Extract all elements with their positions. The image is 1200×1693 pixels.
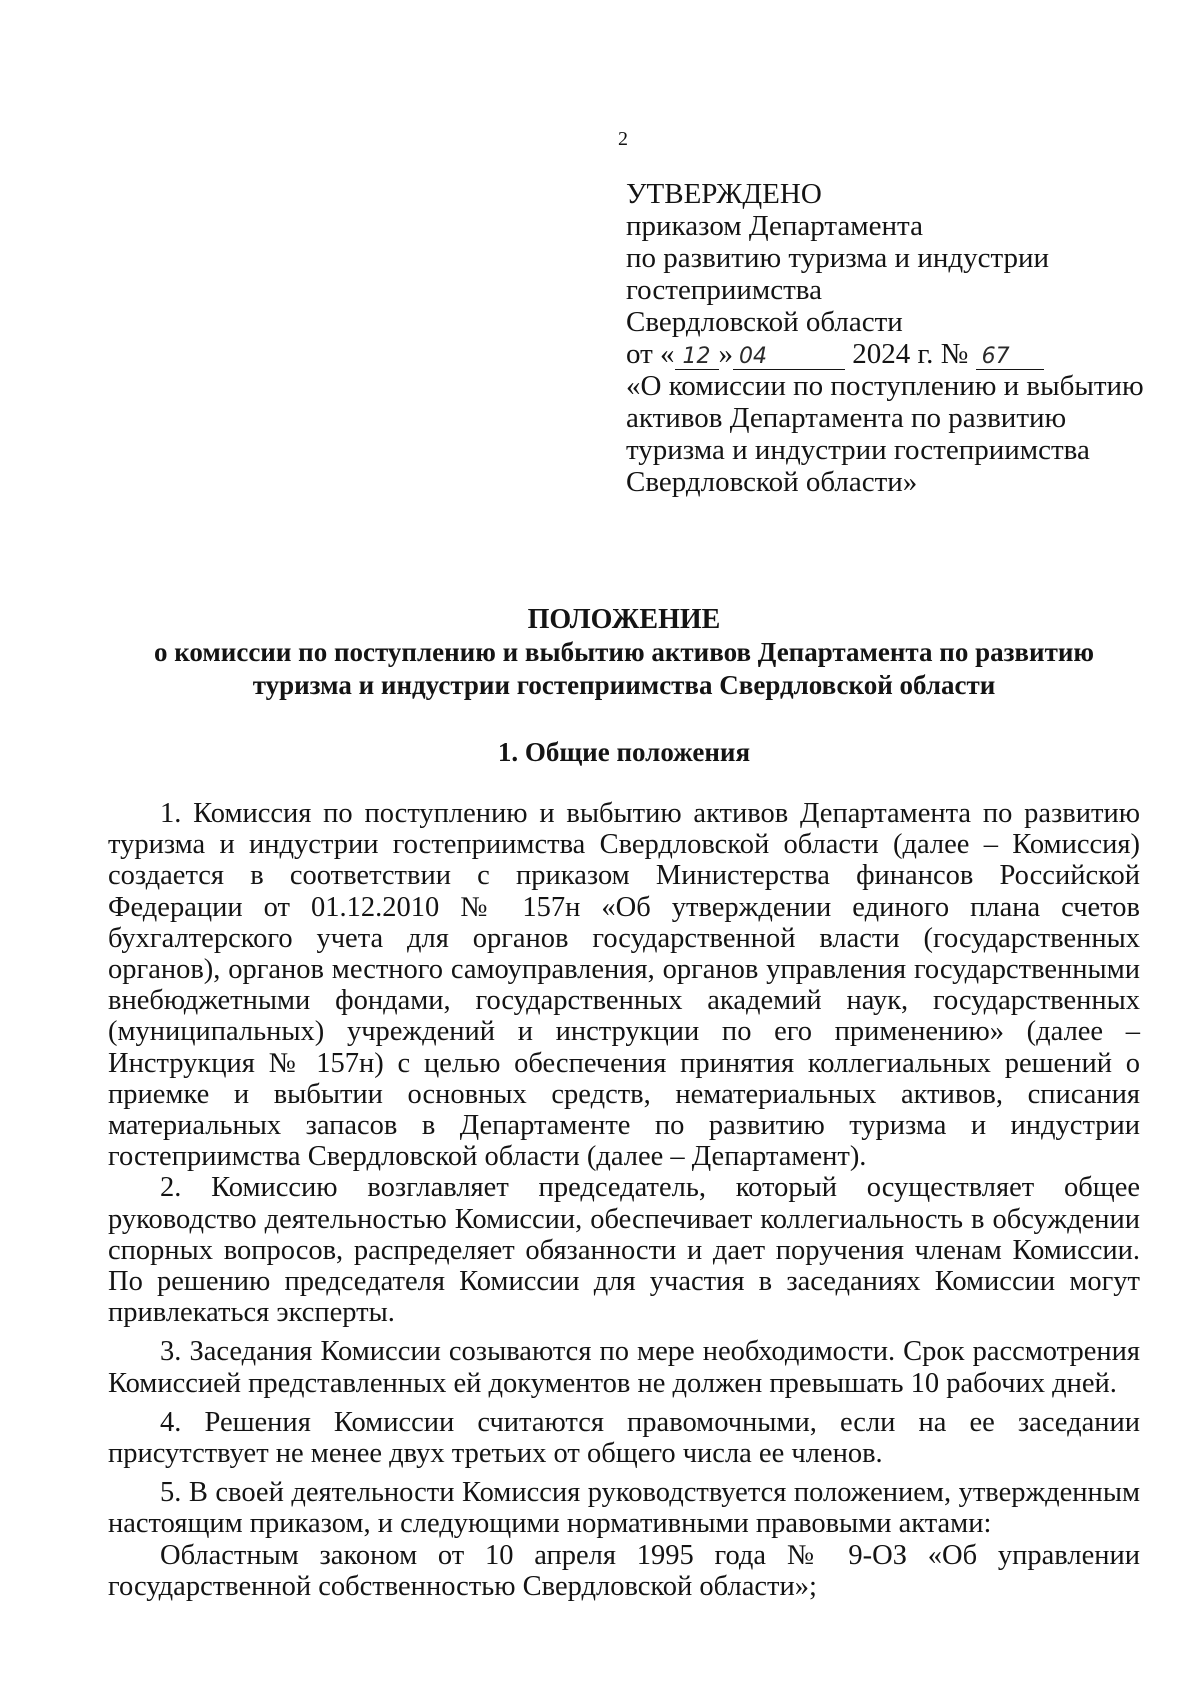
- approval-line: по развитию туризма и индустрии: [626, 242, 1050, 274]
- approval-line: Свердловской области: [626, 306, 903, 338]
- document-subtitle-line: туризма и индустрии гостеприимства Свердловской области: [252, 670, 996, 700]
- approval-line: приказом Департамента: [626, 210, 923, 242]
- date-prefix: от «: [626, 338, 675, 370]
- paragraph: 3. Заседания Комиссии созываются по мере необходимости. Срок рассмотрения Комиссией представленных ей документов не должен превышать 10 рабочих дней.: [108, 1336, 1140, 1399]
- page-number: 2: [618, 128, 628, 150]
- handwritten-order-number: 67: [976, 345, 1044, 370]
- order-title-line: «О комиссии по поступлению и выбытию: [626, 370, 1144, 402]
- document-body: [108, 798, 1140, 1602]
- document-title: ПОЛОЖЕНИЕ: [527, 604, 721, 635]
- order-title-line: активов Департамента по развитию: [626, 402, 1067, 434]
- date-mid: »: [718, 338, 734, 370]
- order-title-line: Свердловской области»: [626, 466, 918, 498]
- paragraph: 2. Комиссию возглавляет председатель, который осуществляет общее руководство деятельностью Комиссии, обеспечивает коллегиальность в обсуждении спорных вопросов, распределяет обязанности и дает поручения членам Комиссии. По решению председателя Комиссии для участия в заседаниях Комиссии могут привлекаться эксперты.: [108, 1172, 1140, 1329]
- paragraph: 4. Решения Комиссии считаются правомочными, если на ее заседании присутствует не менее двух третьих от общего числа ее членов.: [108, 1406, 1140, 1470]
- section-heading: 1. Общие положения: [497, 737, 751, 767]
- handwritten-day: 12: [675, 345, 719, 370]
- paragraph: 5. В своей деятельности Комиссия руководствуется положением, утвержденным настоящим приказом, и следующими нормативными правовыми актами:: [108, 1477, 1140, 1540]
- paragraph: 1. Комиссия по поступлению и выбытию активов Департамента по развитию туризма и индустрии гостеприимства Свердловской области (далее – Комиссия) создается в соответствии с приказом Министерства финансов Российской Федерации от 01.12.2010 № 157н «Об утверждении единого плана счетов бухгалтерского учета для органов государственной власти (государственных органов), органов местного самоуправления, органов управления государственными внебюджетными фондами, государственных академий наук, государственных (муниципальных) учреждений и инструкции по его применению» (далее – Инструкция № 157н) с целью обеспечения принятия коллегиальных решений о приемке и выбытии основных средств, нематериальных активов, списания материальных запасов в Департаменте по развитию туризма и индустрии гостеприимства Свердловской области (далее – Департамент).: [108, 798, 1140, 1173]
- document-subtitle-line: о комиссии по поступлению и выбытию активов Департамента по развитию: [153, 637, 1095, 667]
- date-year: 2024 г. №: [852, 338, 969, 370]
- document-title-block: [108, 603, 1140, 702]
- approval-heading: УТВЕРЖДЕНО: [626, 178, 822, 210]
- order-title-line: туризма и индустрии гостеприимства: [626, 434, 1090, 466]
- handwritten-month: 04: [733, 345, 845, 370]
- approval-date-line: [626, 338, 1186, 370]
- paragraph: Областным законом от 10 апреля 1995 года № 9-ОЗ «Об управлении государственной собственностью Свердловской области»;: [108, 1539, 1140, 1602]
- approval-stamp-block: [626, 178, 1186, 498]
- approval-line: гостеприимства: [626, 274, 822, 306]
